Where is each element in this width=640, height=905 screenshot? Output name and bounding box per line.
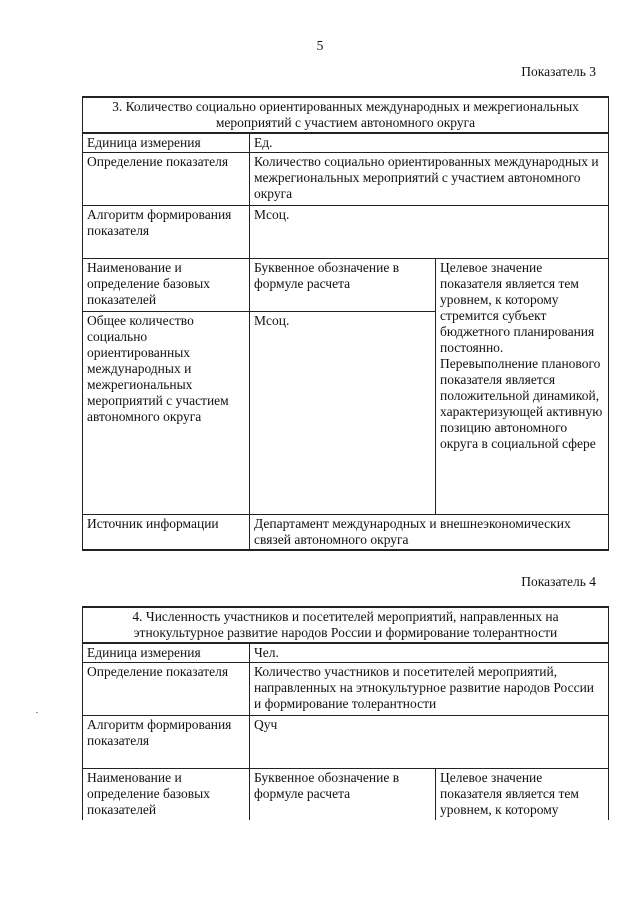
indicator-4-title: 4. Численность участников и посетителей мероприятий, направленных на этнокультурное развитие народов России и формирование толерантности xyxy=(83,607,609,643)
unit-value: Чел. xyxy=(250,643,609,663)
unit-label: Единица измерения xyxy=(83,643,250,663)
algorithm-label: Алгоритм формирования показателя xyxy=(83,716,250,769)
base-name-label: Наименование и определение базовых показателей xyxy=(83,259,250,312)
letter-label: Буквенное обозначение в формуле расчета xyxy=(250,769,436,821)
definition-value: Количество социально ориентированных международных и межрегиональных мероприятий с участием автономного округа xyxy=(250,153,609,206)
definition-value: Количество участников и посетителей мероприятий, направленных на этнокультурное развитие народов России и формирование толерантности xyxy=(250,663,609,716)
table-row xyxy=(83,716,609,769)
indicator-4-label: Показатель 4 xyxy=(521,574,596,589)
base-name-label: Наименование и определение базовых показателей xyxy=(83,769,250,821)
source-label: Источник информации xyxy=(83,515,250,551)
target-value: Целевое значение показателя является тем уровнем, к которому стремится субъект бюджетного планирования постоянно. Перевыполнение планового показателя является положительной динамикой, характеризующей активную позицию автономного округа в социальной сфере xyxy=(436,259,609,515)
table-row xyxy=(83,607,609,643)
letter-label: Буквенное обозначение в формуле расчета xyxy=(250,259,436,312)
indicator-3-table xyxy=(82,96,609,551)
table-row xyxy=(83,259,609,312)
indicator-4-table xyxy=(82,606,609,820)
algorithm-value: Мсоц. xyxy=(250,206,609,259)
table-row xyxy=(83,133,609,153)
target-value: Целевое значение показателя является тем уровнем, к которому xyxy=(436,769,609,821)
table-row xyxy=(83,643,609,663)
table-row xyxy=(83,97,609,133)
definition-label: Определение показателя xyxy=(83,663,250,716)
unit-label: Единица измерения xyxy=(83,133,250,153)
indicator-3-label: Показатель 3 xyxy=(521,64,596,79)
algorithm-label: Алгоритм формирования показателя xyxy=(83,206,250,259)
table-row xyxy=(83,153,609,206)
table-row xyxy=(83,206,609,259)
table-row xyxy=(83,769,609,821)
algorithm-value: Qуч xyxy=(250,716,609,769)
unit-value: Ед. xyxy=(250,133,609,153)
table-row xyxy=(83,663,609,716)
page-number: 5 xyxy=(316,38,324,53)
table-row xyxy=(83,515,609,551)
definition-label: Определение показателя xyxy=(83,153,250,206)
indicator-3-title: 3. Количество социально ориентированных международных и межрегиональных мероприятий с участием автономного округа xyxy=(83,97,609,133)
indicator-4-table-wrapper xyxy=(82,606,610,820)
base-indicator-name: Общее количество социально ориентированных международных и межрегиональных мероприятий с участием автономного округа xyxy=(83,312,250,515)
base-indicator-letter: Мсоц. xyxy=(250,312,436,515)
source-value: Департамент международных и внешнеэкономических связей автономного округа xyxy=(250,515,609,551)
scan-speck xyxy=(36,712,38,713)
